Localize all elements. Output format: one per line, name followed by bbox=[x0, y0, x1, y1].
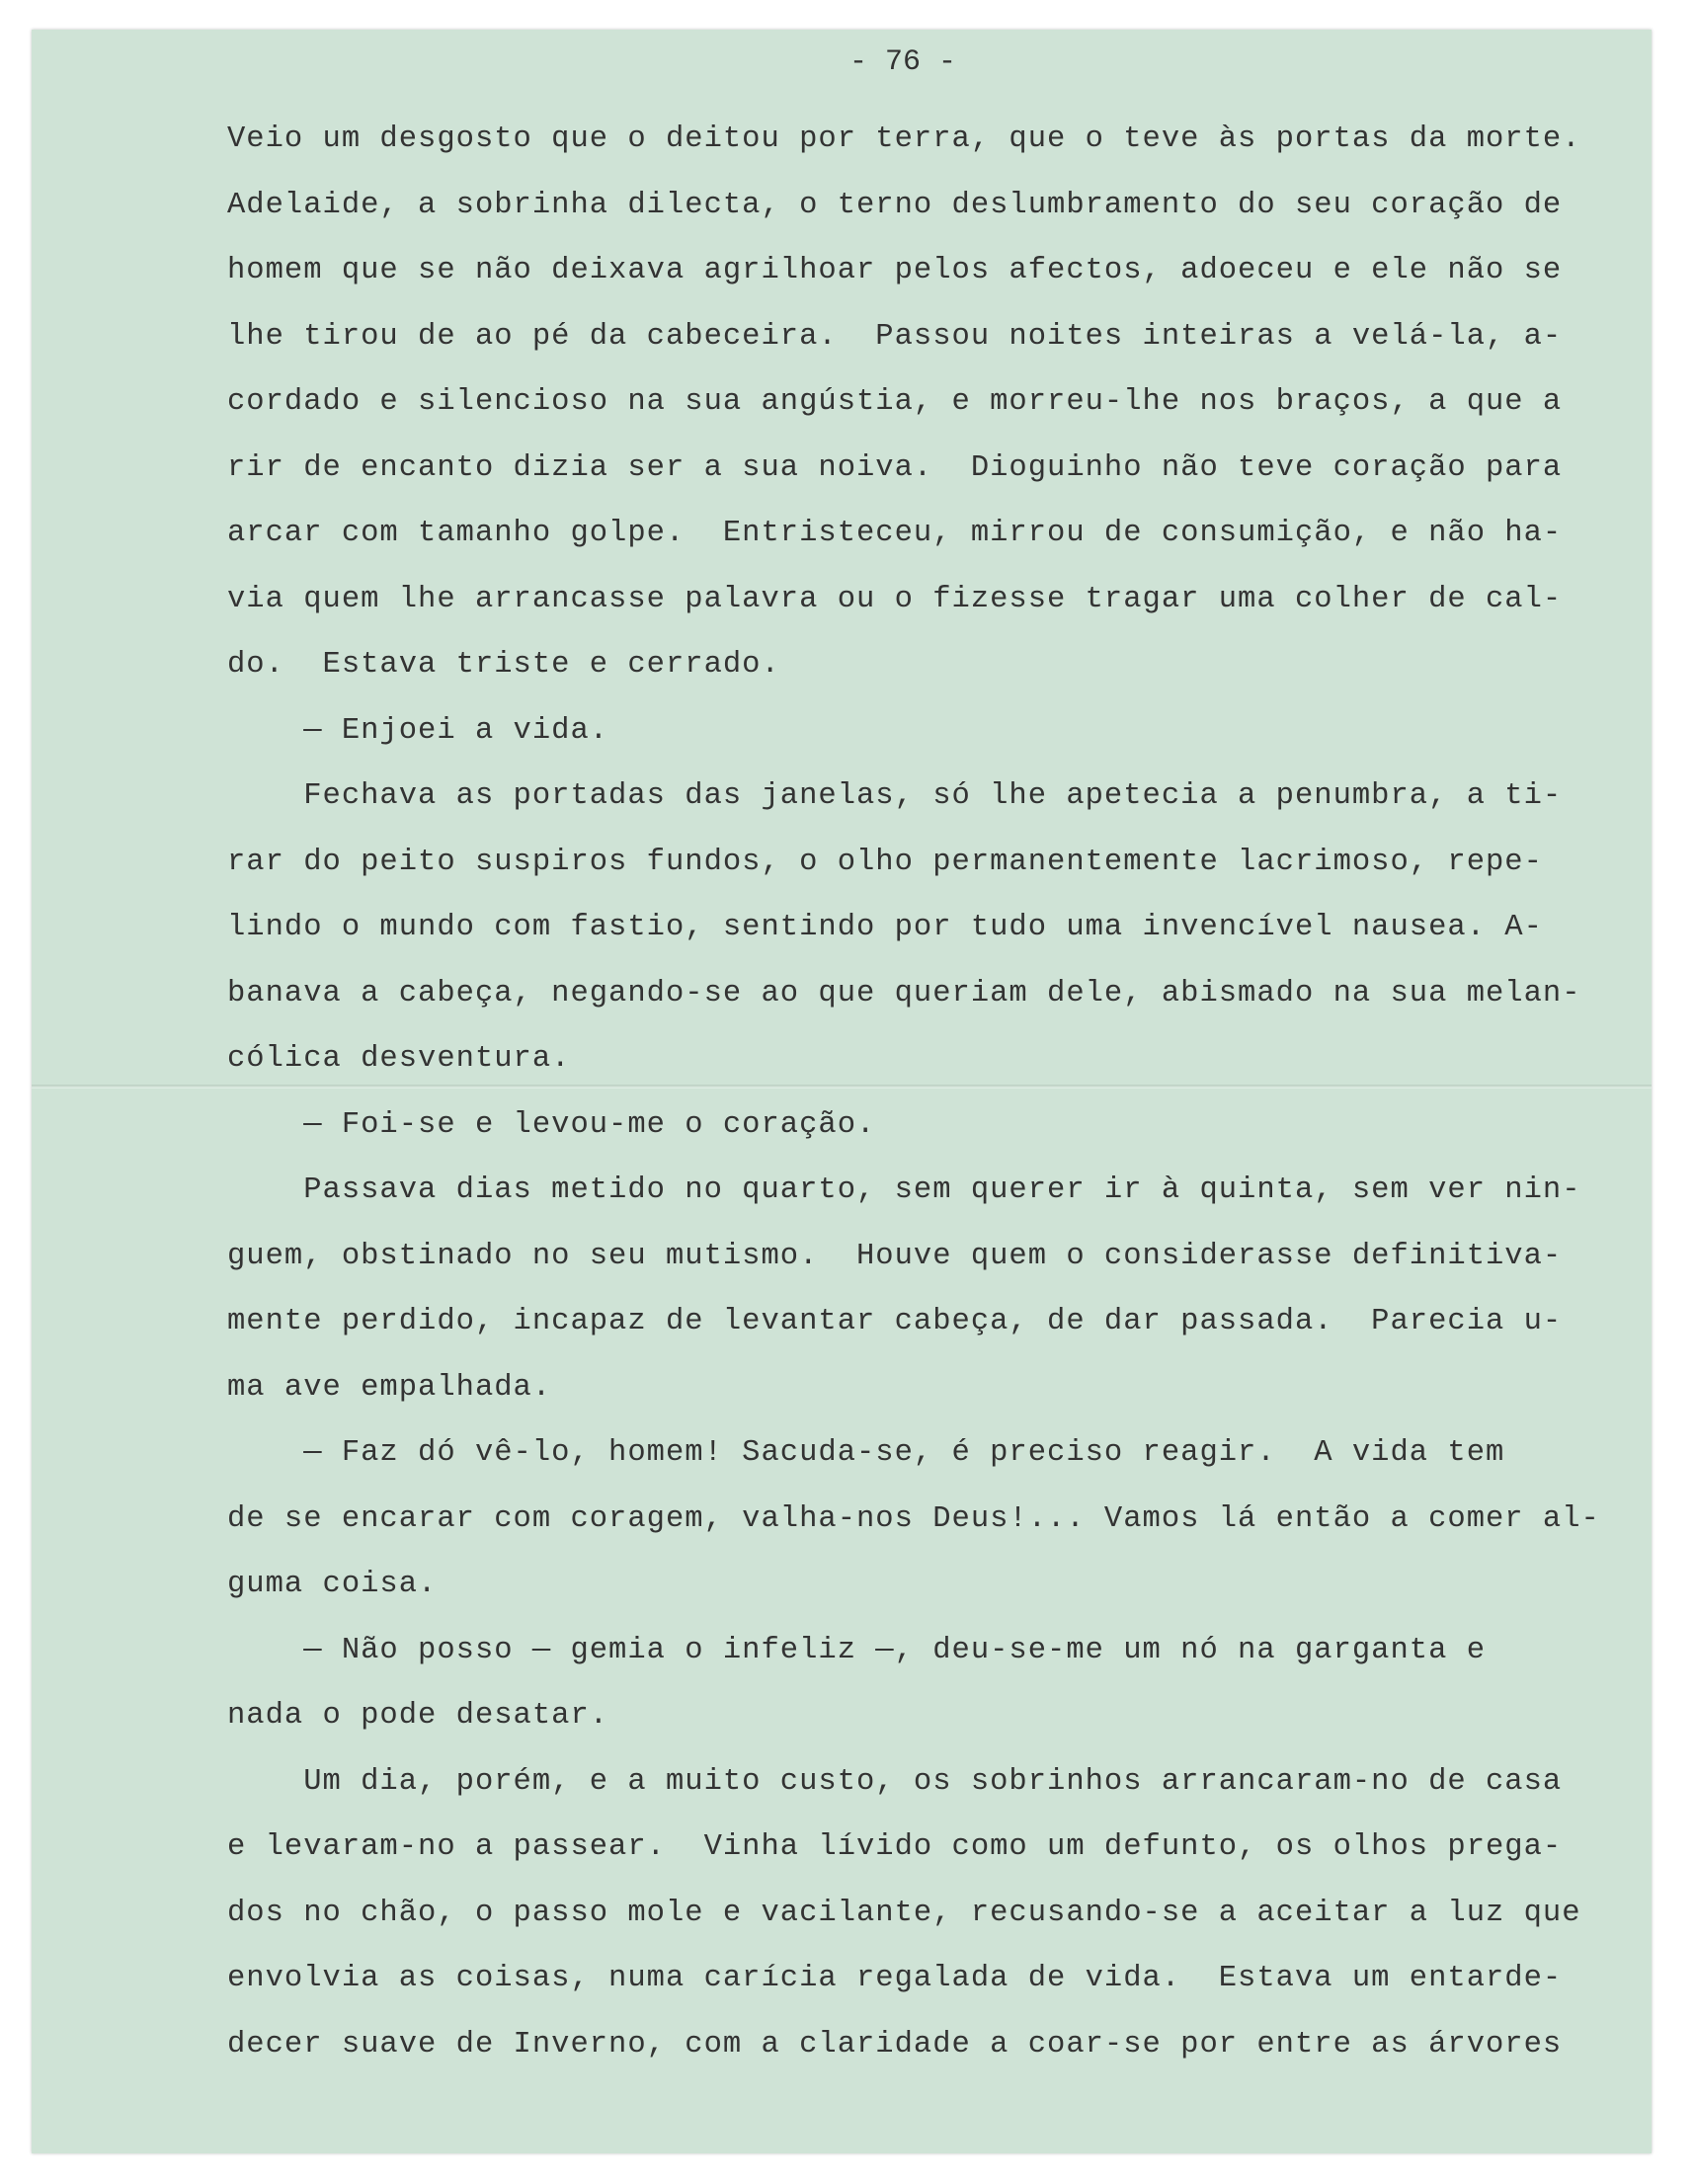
text-line: dos no chão, o passo mole e vacilante, recusando-se a aceitar a luz que bbox=[227, 1896, 1581, 1930]
text-line: envolvia as coisas, numa carícia regalada de vida. Estava um entarde- bbox=[227, 1962, 1563, 1995]
text-line: rir de encanto dizia ser a sua noiva. Dioguinho não teve coração para bbox=[227, 450, 1563, 485]
text-line: Passava dias metido no quarto, sem querer ir à quinta, sem ver nin- bbox=[227, 1173, 1581, 1207]
text-line: arcar com tamanho golpe. Entristeceu, mirrou de consumição, e não ha- bbox=[227, 517, 1563, 550]
text-line: Veio um desgosto que o deitou por terra, que o teve às portas da morte. bbox=[227, 122, 1581, 156]
text-line: — Faz dó vê-lo, homem! Sacuda-se, é preciso reagir. A vida tem bbox=[227, 1436, 1505, 1470]
text-line: decer suave de Inverno, com a claridade a coar-se por entre as árvores bbox=[227, 2027, 1563, 2062]
text-line: cordado e silencioso na sua angústia, e morreu-lhe nos braços, a que a bbox=[227, 385, 1563, 419]
text-line: — Enjoei a vida. bbox=[227, 713, 609, 748]
text-line: guem, obstinado no seu mutismo. Houve quem o considerasse definitiva- bbox=[227, 1239, 1563, 1273]
text-line: — Foi-se e levou-me o coração. bbox=[227, 1107, 876, 1142]
text-line: nada o pode desatar. bbox=[227, 1699, 609, 1733]
text-line: Um dia, porém, e a muito custo, os sobrinhos arrancaram-no de casa bbox=[227, 1764, 1563, 1799]
text-line: do. Estava triste e cerrado. bbox=[227, 648, 780, 682]
text-line: guma coisa. bbox=[227, 1568, 438, 1601]
text-line: lhe tirou de ao pé da cabeceira. Passou noites inteiras a velá-la, a- bbox=[227, 319, 1563, 354]
typed-text-body bbox=[227, 107, 1630, 2077]
text-line: mente perdido, incapaz de levantar cabeça, de dar passada. Parecia u- bbox=[227, 1305, 1563, 1338]
text-line: Adelaide, a sobrinha dilecta, o terno deslumbramento do seu coração de bbox=[227, 188, 1563, 222]
text-line: cólica desventura. bbox=[227, 1042, 571, 1076]
page-number: - 76 - bbox=[848, 45, 957, 79]
text-line: — Não posso — gemia o infeliz —, deu-se-me um nó na garganta e bbox=[227, 1633, 1486, 1667]
text-line: lindo o mundo com fastio, sentindo por tudo uma invencível nausea. A- bbox=[227, 911, 1543, 944]
text-line: banava a cabeça, negando-se ao que queriam dele, abismado na sua melan- bbox=[227, 976, 1581, 1011]
text-line: homem que se não deixava agrilhoar pelos afectos, adoeceu e ele não se bbox=[227, 254, 1563, 287]
text-line: e levaram-no a passear. Vinha lívido como um defunto, os olhos prega- bbox=[227, 1830, 1563, 1864]
text-line: rar do peito suspiros fundos, o olho permanentemente lacrimoso, repe- bbox=[227, 845, 1543, 879]
text-line: via quem lhe arrancasse palavra ou o fizesse tragar uma colher de cal- bbox=[227, 582, 1563, 616]
text-line: Fechava as portadas das janelas, só lhe apetecia a penumbra, a ti- bbox=[227, 779, 1563, 813]
text-line: ma ave empalhada. bbox=[227, 1370, 552, 1405]
text-line: de se encarar com coragem, valha-nos Deus!... Vamos lá então a comer al- bbox=[227, 1501, 1600, 1536]
